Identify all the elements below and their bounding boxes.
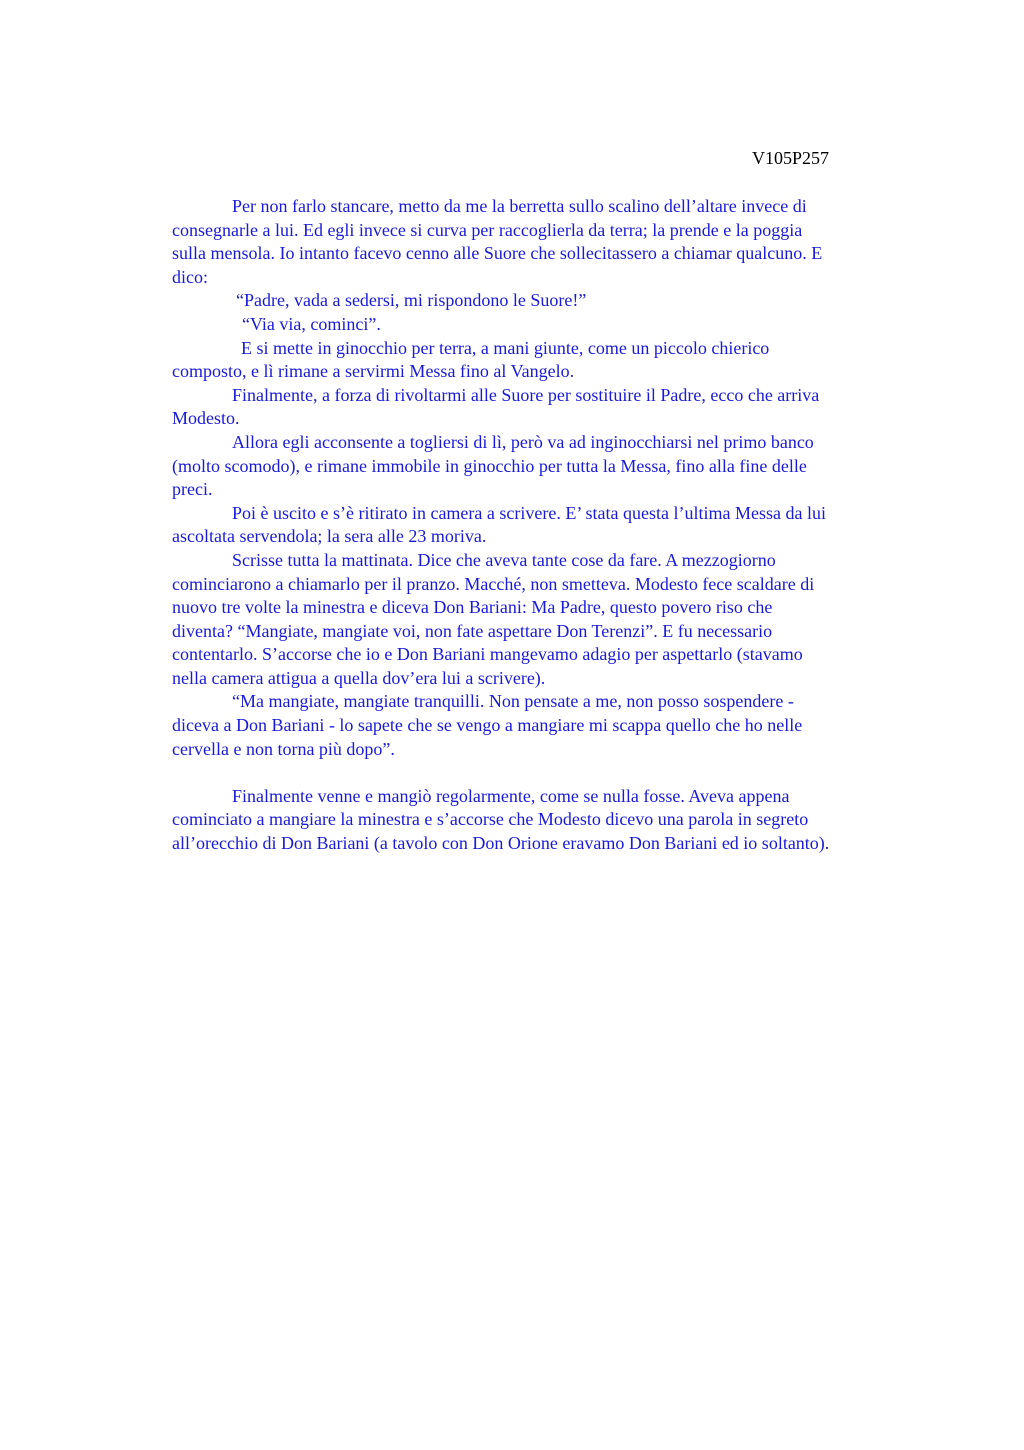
text-line: Modesto. [172, 408, 240, 429]
text-line: (molto scomodo), e rimane immobile in ginocchio per tutta la Messa, fino alla fine delle [172, 455, 807, 476]
text-line: Poi è uscito e s’è ritirato in camera a scrivere. E’ stata questa l’ultima Messa da lui [232, 502, 826, 523]
text-line: diceva a Don Bariani - lo sapete che se vengo a mangiare mi scappa quello che ho nelle [172, 715, 803, 736]
text-line: Per non farlo stancare, metto da me la berretta sullo scalino dell’altare invece di [232, 196, 807, 216]
text-line: Scrisse tutta la mattinata. Dice che aveva tante cose da fare. A mezzogiorno [232, 549, 776, 570]
text-line: E si mette in ginocchio per terra, a mani giunte, come un piccolo chierico [241, 337, 770, 358]
text-line: contentarlo. S’accorse che io e Don Bariani mangevamo adagio per aspettarlo (stavamo [172, 644, 803, 665]
text-line: cervella e non torna più dopo”. [172, 738, 395, 759]
body-text [172, 195, 932, 856]
paragraph-gap [172, 761, 932, 785]
text-line: Allora egli acconsente a togliersi di lì, però va ad inginocchiarsi nel primo banco [232, 431, 814, 452]
text-line: sulla mensola. Io intanto facevo cenno alle Suore che sollecitassero a chiamar qualcuno. E [172, 243, 823, 264]
text-line: diventa? “Mangiate, mangiate voi, non fate aspettare Don Terenzi”. E fu necessario [172, 620, 773, 641]
text-line: cominciato a mangiare la minestra e s’accorse che Modesto dicevo una parola in segreto [172, 809, 809, 830]
text-line: ascoltata servendola; la sera alle 23 moriva. [172, 526, 487, 547]
text-line: consegnarle a lui. Ed egli invece si curva per raccoglierla da terra; la prende e la poggia [172, 219, 803, 240]
text-line: Finalmente, a forza di rivoltarmi alle Suore per sostituire il Padre, ecco che arriva [232, 384, 820, 405]
text-line: nella camera attigua a quella dov’era lui a scrivere). [172, 667, 546, 688]
text-line: cominciarono a chiamarlo per il pranzo. Macché, non smetteva. Modesto fece scaldare di [172, 573, 815, 594]
page-code: V105P257 [752, 148, 830, 168]
dialogue-line: “Via via, cominci”. [242, 313, 381, 334]
text-line: all’orecchio di Don Bariani (a tavolo con Don Orione eravamo Don Bariani ed io soltanto). [172, 833, 830, 854]
text-line: Finalmente venne e mangiò regolarmente, come se nulla fosse. Aveva appena [232, 785, 790, 806]
text-line: dico: [172, 266, 208, 287]
text-line: “Ma mangiate, mangiate tranquilli. Non pensate a me, non posso sospendere - [232, 691, 794, 712]
text-line: preci. [172, 479, 213, 500]
dialogue-line: “Padre, vada a sedersi, mi rispondono le Suore!” [236, 290, 587, 311]
text-line: nuovo tre volte la minestra e diceva Don Bariani: Ma Padre, questo povero riso che [172, 597, 773, 618]
text-line: composto, e lì rimane a servirmi Messa fino al Vangelo. [172, 361, 575, 382]
